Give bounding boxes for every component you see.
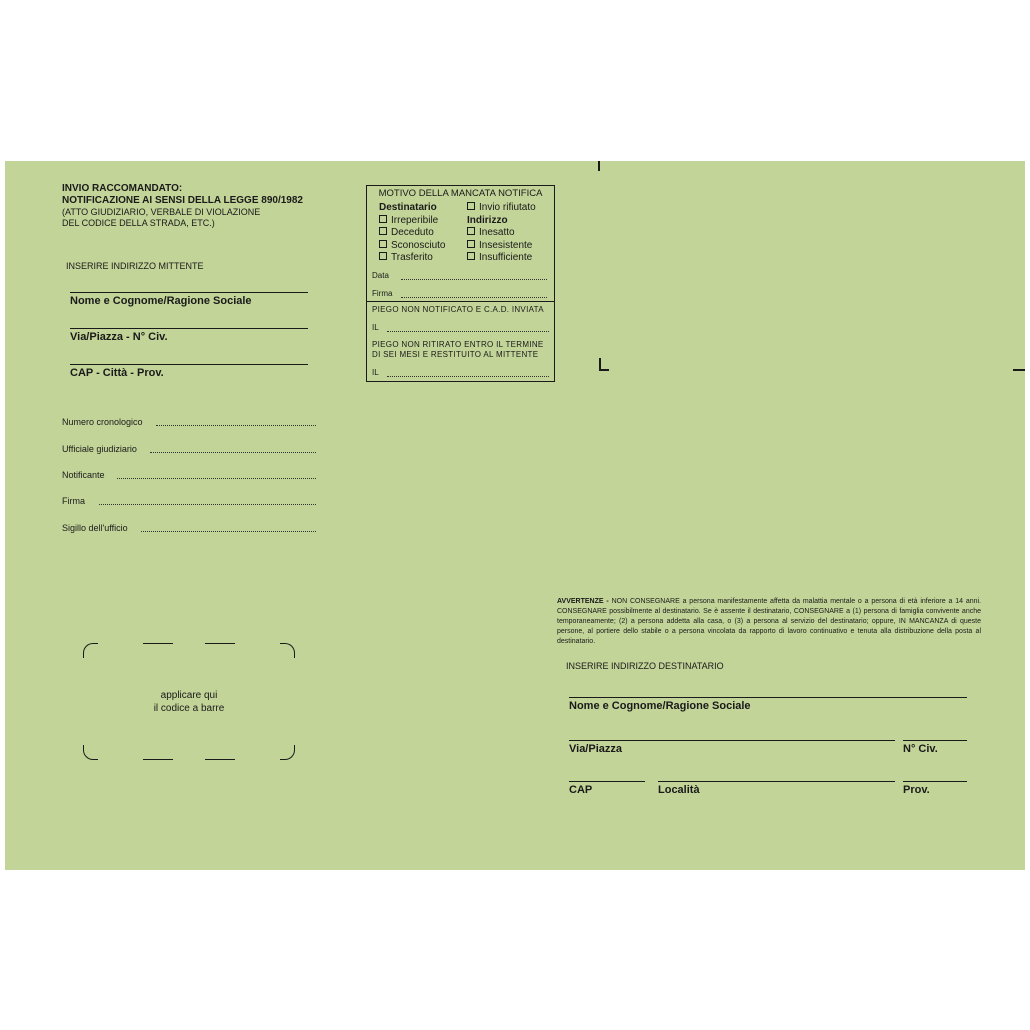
recipient-cap-line bbox=[569, 781, 645, 782]
header-line1: INVIO RACCOMANDATO: bbox=[62, 183, 183, 194]
motivo-title: MOTIVO DELLA MANCATA NOTIFICA bbox=[378, 188, 543, 199]
field-ufficiale-label: Ufficiale giudiziario bbox=[62, 444, 137, 454]
checkbox-icon bbox=[379, 240, 387, 248]
data-dots bbox=[401, 279, 547, 280]
checkbox-icon bbox=[467, 252, 475, 260]
sender-street-label: Via/Piazza - N° Civ. bbox=[70, 331, 168, 343]
warning-body: NON CONSEGNARE a persona manifestamente affetta da malattia mentale o a persona di età inferiore a 14 anni. CONSEGNARE possibilmente al destinatario. Se è assente il destinatario, CONSEGNARE a (1) persona di famiglia convivente anche temporaneamente; (2) a persona addetta alla casa, o (3) a persona al servizio del destinatario; oppure, IN MANCANZA di queste persone, al portiere dello stabile o a persona vincolata da rapporto di lavoro continuativo e tenuta alla distribuzione della posta al destinatario. bbox=[557, 598, 981, 645]
il-dots-1 bbox=[387, 331, 549, 332]
ind-item-1[interactable]: Insesistente bbox=[467, 240, 536, 253]
recipient-insert-label: INSERIRE INDIRIZZO DESTINATARIO bbox=[566, 661, 724, 671]
dest-item-3[interactable]: Trasferito bbox=[379, 252, 445, 265]
data-label: Data bbox=[372, 271, 389, 280]
barcode-corner-tl bbox=[83, 643, 98, 658]
warning-text bbox=[557, 597, 981, 647]
checkbox-icon bbox=[379, 252, 387, 260]
checkbox-icon bbox=[467, 240, 475, 248]
barcode-line1: applicare qui bbox=[160, 690, 218, 701]
il-dots-2 bbox=[387, 376, 549, 377]
recipient-localita-label: Località bbox=[658, 784, 700, 796]
field-ufficiale-dots bbox=[150, 452, 316, 453]
barcode-dash bbox=[205, 759, 235, 760]
destinatario-column bbox=[379, 202, 445, 265]
crop-mark-top bbox=[598, 161, 600, 171]
checkbox-icon bbox=[379, 227, 387, 235]
field-numero-dots bbox=[156, 425, 316, 426]
recipient-street-line bbox=[569, 740, 895, 741]
ind-item-2[interactable]: Insufficiente bbox=[467, 252, 536, 265]
indirizzo-column bbox=[467, 202, 536, 265]
piego-cad: PIEGO NON NOTIFICATO E C.A.D. INVIATA bbox=[372, 305, 544, 314]
recipient-prov-line bbox=[903, 781, 967, 782]
barcode-area bbox=[83, 643, 295, 760]
field-notificante-dots bbox=[117, 478, 316, 479]
piego-ritirato-2: DI SEI MESI E RESTITUITO AL MITTENTE bbox=[372, 350, 539, 359]
recipient-street-label: Via/Piazza bbox=[569, 743, 622, 755]
sender-city-line bbox=[70, 364, 308, 365]
recipient-cap-label: CAP bbox=[569, 784, 593, 796]
field-sigillo-dots bbox=[141, 531, 316, 532]
header-line2: NOTIFICAZIONE AI SENSI DELLA LEGGE 890/1982 bbox=[62, 195, 303, 206]
checkbox-icon bbox=[379, 215, 387, 223]
envelope bbox=[5, 161, 1025, 870]
barcode-corner-br bbox=[280, 745, 295, 760]
piego-ritirato-1: PIEGO NON RITIRATO ENTRO IL TERMINE bbox=[372, 340, 544, 349]
barcode-corner-bl bbox=[83, 745, 98, 760]
destinatario-head: Destinatario bbox=[379, 202, 437, 213]
field-firma-dots bbox=[99, 504, 316, 505]
il-label-2: IL bbox=[372, 368, 379, 377]
recipient-name-line bbox=[569, 697, 967, 698]
crop-mark-corner-h bbox=[599, 369, 609, 371]
recipient-name-label: Nome e Cognome/Ragione Sociale bbox=[569, 700, 751, 712]
dest-item-2[interactable]: Sconosciuto bbox=[379, 240, 445, 253]
barcode-line2: il codice a barre bbox=[153, 703, 225, 714]
recipient-civ-label: N° Civ. bbox=[903, 743, 938, 755]
barcode-dash bbox=[143, 759, 173, 760]
recipient-civ-line bbox=[903, 740, 967, 741]
indirizzo-head: Indirizzo bbox=[467, 214, 508, 226]
sender-city-label: CAP - Città - Prov. bbox=[70, 367, 164, 379]
sender-name-label: Nome e Cognome/Ragione Sociale bbox=[70, 295, 252, 307]
crop-mark-right bbox=[1013, 369, 1025, 371]
barcode-corner-tr bbox=[280, 643, 295, 658]
ind-item-0[interactable]: Inesatto bbox=[467, 227, 536, 240]
field-numero-label: Numero cronologico bbox=[62, 417, 143, 427]
checkbox-icon bbox=[467, 227, 475, 235]
recipient-prov-label: Prov. bbox=[903, 784, 930, 796]
header-line4: DEL CODICE DELLA STRADA, ETC.) bbox=[62, 218, 215, 228]
recipient-localita-line bbox=[658, 781, 895, 782]
sender-street-line bbox=[70, 328, 308, 329]
warning-head: AVVERTENZE - bbox=[557, 598, 609, 605]
il-label-1: IL bbox=[372, 323, 379, 332]
sender-insert-label: INSERIRE INDIRIZZO MITTENTE bbox=[66, 261, 204, 271]
sender-name-line bbox=[70, 292, 308, 293]
barcode-text bbox=[83, 689, 295, 715]
header-line3: (ATTO GIUDIZIARIO, VERBALE DI VIOLAZIONE bbox=[62, 207, 261, 217]
box-divider bbox=[367, 301, 554, 302]
firma-dots bbox=[401, 297, 547, 298]
dest-item-0[interactable]: Irreperibile bbox=[379, 215, 445, 228]
field-sigillo-label: Sigillo dell'ufficio bbox=[62, 523, 128, 533]
field-notificante-label: Notificante bbox=[62, 470, 105, 480]
dest-item-1[interactable]: Deceduto bbox=[379, 227, 445, 240]
motivo-box bbox=[366, 185, 555, 382]
firma-label: Firma bbox=[372, 289, 393, 298]
checkbox-icon bbox=[467, 202, 475, 210]
field-firma-label: Firma bbox=[62, 496, 85, 506]
invio-rifiutato-item[interactable]: Invio rifiutato bbox=[467, 202, 536, 215]
barcode-dash bbox=[205, 643, 235, 644]
barcode-dash bbox=[143, 643, 173, 644]
